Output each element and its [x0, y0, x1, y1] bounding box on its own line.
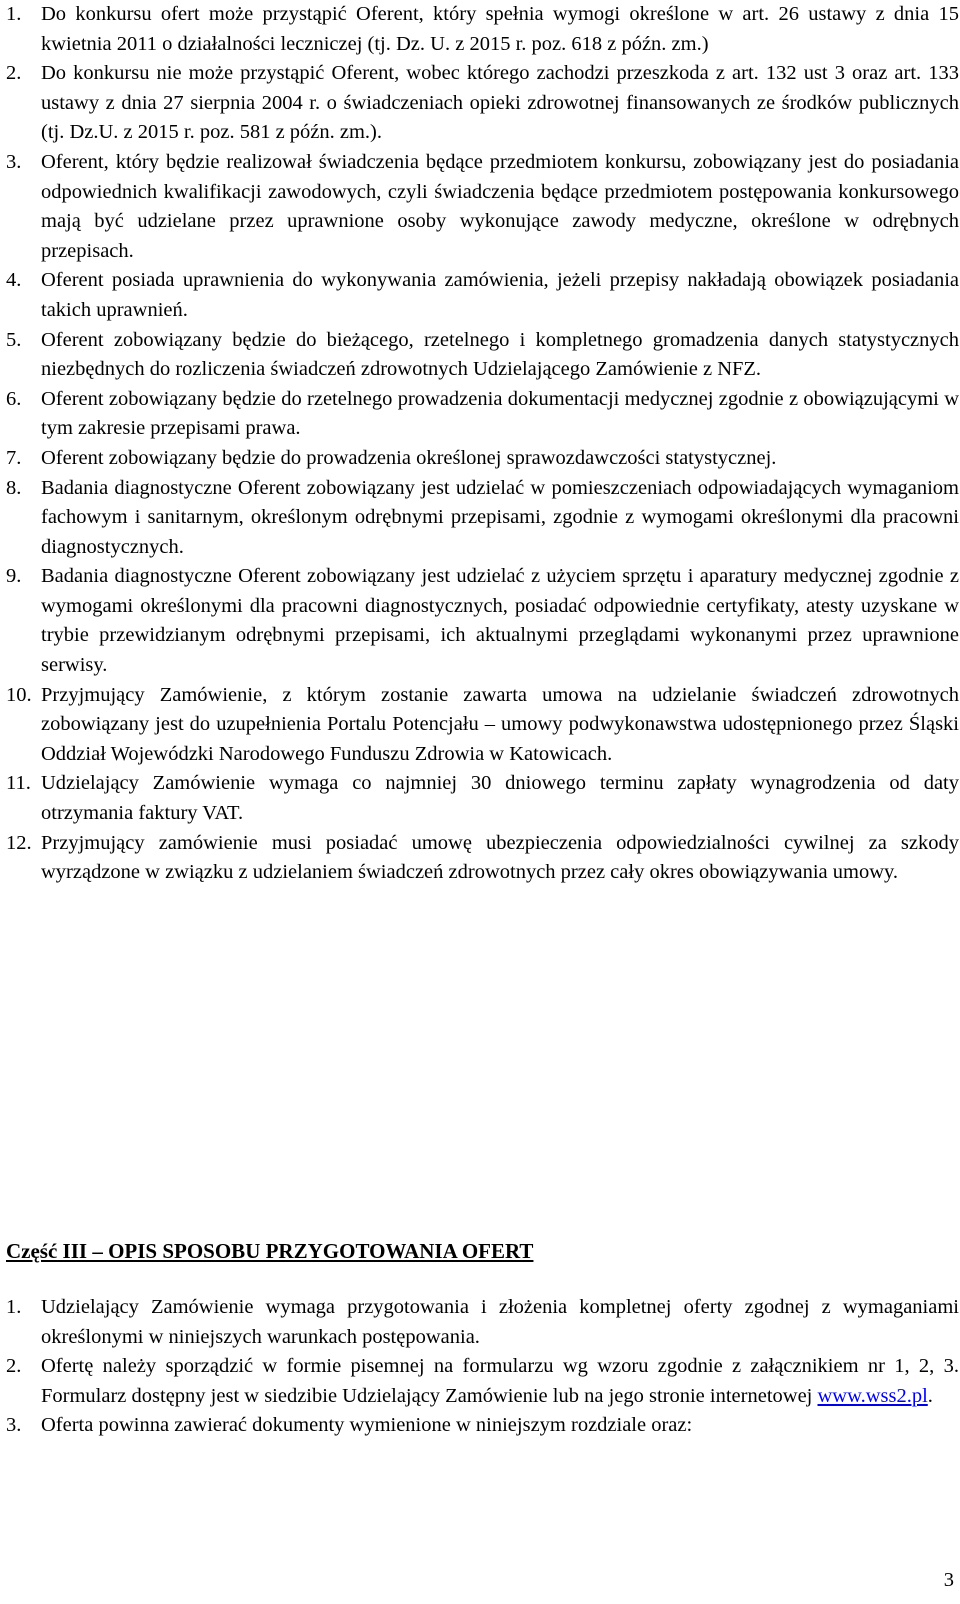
list-item — [6, 1352, 959, 1411]
list-item-number: 2. — [6, 62, 22, 85]
list-item-number: 4. — [6, 269, 22, 292]
list-item-text: Badania diagnostyczne Oferent zobowiązany jest udzielać w pomieszczeniach odpowiadających wymaganiom fachowym i sanitarnym, określonym odrębnymi przepisami, zgodnie z wymogami określonymi dla pracowni diagnostycznych. — [41, 476, 959, 558]
list-item-number: 3. — [6, 150, 22, 173]
list-item-text: Do konkursu ofert może przystąpić Oferent, który spełnia wymogi określone w art. 26 ustawy z dnia 15 kwietnia 2011 o działalności leczniczej (tj. Dz. U. z 2015 r. poz. 618 z późn. zm.) — [41, 3, 959, 55]
list-item-text: Oferent, który będzie realizował świadczenia będące przedmiotem konkursu, zobowiązany jest do posiadania odpowiednich kwalifikacji zawodowych, czyli świadczenia będące przedmiotem postępowania konkursowego mają być udzielane przez uprawnione osoby wykonujące zawody medyczne, określone w odrębnych przepisach. — [41, 150, 959, 262]
list-item-text: Oferent zobowiązany będzie do rzetelnego prowadzenia dokumentacji medycznej zgodnie z obowiązującymi w tym zakresie przepisami prawa. — [41, 387, 959, 440]
list-item — [6, 326, 959, 385]
list-item-number: 1. — [6, 3, 22, 25]
list-item-number: 6. — [6, 387, 22, 410]
list-item — [6, 444, 959, 474]
list-item-number: 8. — [6, 476, 22, 499]
list-item-number: 10. — [6, 683, 32, 706]
list-item — [6, 1293, 959, 1352]
list-item-text-after-link: . — [927, 1384, 933, 1407]
list-item-text: Oferent posiada uprawnienia do wykonywania zamówienia, jeżeli przepisy nakładają obowiązek posiadania takich uprawnień. — [41, 269, 959, 321]
section-heading: Część III – OPIS SPOSOBU PRZYGOTOWANIA OFERT — [6, 1239, 534, 1263]
list-item — [6, 266, 959, 325]
list-item-number: 7. — [6, 446, 22, 469]
list-item — [6, 148, 959, 266]
list-item — [6, 385, 959, 444]
list-item-number: 2. — [6, 1355, 22, 1378]
list-item-text: Przyjmujący zamówienie musi posiadać umowę ubezpieczenia odpowiedzialności cywilnej za szkody wyrządzone w związku z udzielaniem świadczeń zdrowotnych przez cały okres obowiązywania umowy. — [41, 831, 959, 884]
list-item-number: 1. — [6, 1296, 22, 1318]
list-item-text: Udzielający Zamówienie wymaga co najmniej 30 dniowego terminu zapłaty wynagrodzenia od daty otrzymania faktury VAT. — [41, 772, 959, 825]
offer-preparation-list — [6, 1293, 959, 1441]
requirements-list — [6, 0, 959, 888]
list-item-text: Oferent zobowiązany będzie do prowadzenia określonej sprawozdawczości statystycznej. — [41, 446, 777, 469]
list-item-text: Udzielający Zamówienie wymaga przygotowania i złożenia kompletnej oferty zgodnej z wymaganiami określonymi w niniejszych warunkach postępowania. — [41, 1296, 959, 1348]
list-item-text: Badania diagnostyczne Oferent zobowiązany jest udzielać z użyciem sprzętu i aparatury medycznej zgodnie z wymogami określonymi dla pracowni diagnostycznych, posiadać odpowiednie certyfikaty, atesty uzyskane w trybie przewidzianym odrębnymi przepisami, ich aktualnymi przeglądami wykonanymi przez uprawnione serwisy. — [41, 565, 959, 677]
list-item — [6, 562, 959, 680]
list-item — [6, 0, 959, 59]
list-item-number: 3. — [6, 1414, 22, 1437]
list-item — [6, 769, 959, 828]
list-item-text — [41, 1352, 959, 1411]
list-item-number: 12. — [6, 831, 32, 854]
list-item-number: 9. — [6, 565, 22, 588]
list-item-number: 5. — [6, 328, 22, 351]
list-item-text: Oferta powinna zawierać dokumenty wymienione w niniejszym rozdziale oraz: — [41, 1414, 693, 1437]
list-item-number: 11. — [6, 772, 31, 795]
list-item — [6, 681, 959, 770]
list-item — [6, 1411, 959, 1441]
list-item-text: Przyjmujący Zamówienie, z którym zostanie zawarta umowa na udzielanie świadczeń zdrowotnych zobowiązany jest do uzupełnienia Portalu Potencjału – umowy podwykonawstwa udostępnionego przez Śląski Oddział Wojewódzki Narodowego Funduszu Zdrowia w Katowicach. — [41, 683, 959, 765]
list-item — [6, 829, 959, 888]
list-item-text: Do konkursu nie może przystąpić Oferent, wobec którego zachodzi przeszkoda z art. 132 ust 3 oraz art. 133 ustawy z dnia 27 sierpnia 2004 r. o świadczeniach opieki zdrowotnej finansowanych ze środków publicznych (tj. Dz.U. z 2015 r. poz. 581 z późn. zm.). — [41, 62, 959, 144]
list-item — [6, 474, 959, 563]
list-item — [6, 59, 959, 148]
page-number: 3 — [943, 1569, 954, 1592]
list-item-text-before-link: Ofertę należy sporządzić w formie pisemnej na formularzu wg wzoru zgodnie z załącznikiem nr 1, 2, 3. Formularz dostępny jest w siedzibie Udzielający Zamówienie lub na jego stronie internetowej — [41, 1355, 959, 1407]
website-link[interactable]: www.wss2.pl — [817, 1384, 928, 1407]
list-item-text: Oferent zobowiązany będzie do bieżącego, rzetelnego i kompletnego gromadzenia danych statystycznych niezbędnych do rozliczenia świadczeń zdrowotnych Udzielającego Zamówienie z NFZ. — [41, 328, 959, 381]
